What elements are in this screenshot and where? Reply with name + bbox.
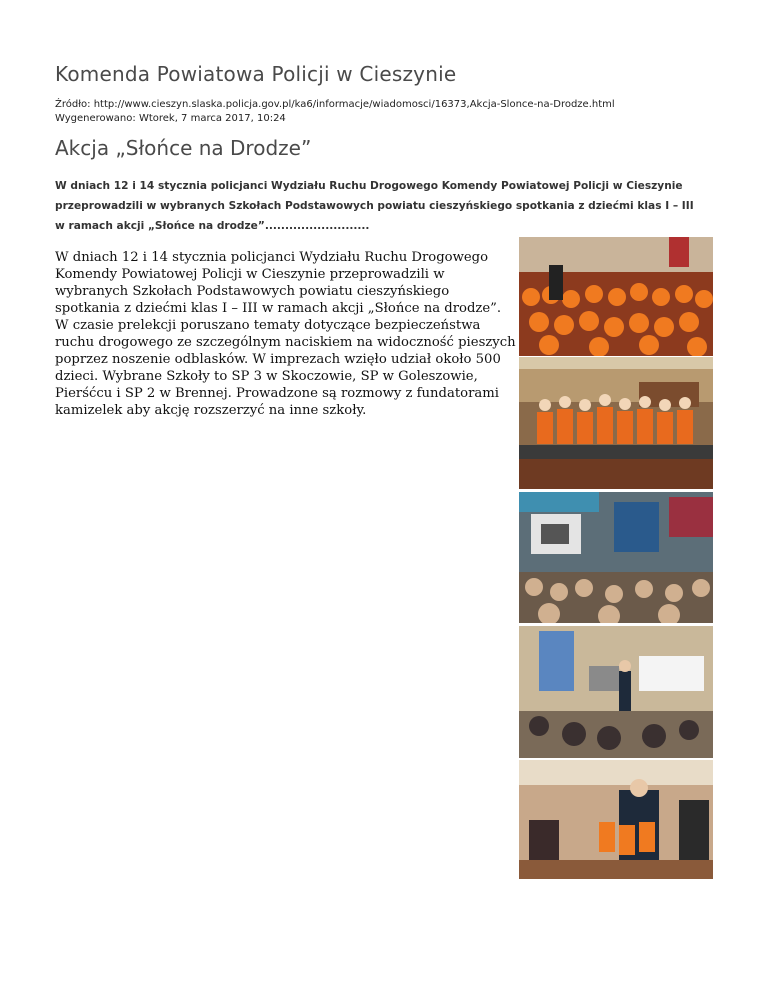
site-title: Komenda Powiatowa Policji w Cieszynie: [55, 62, 457, 86]
photo-children-vests-seated: [519, 237, 713, 356]
photo-officer-with-children: [519, 760, 713, 879]
article-title: Akcja „Słońce na Drodze”: [55, 136, 312, 160]
photo-officer-presenting: [519, 626, 713, 758]
article-lead: W dniach 12 i 14 stycznia policjanci Wydziału Ruchu Drogowego Komendy Powiatowej Policji w Cieszynie przeprowadzili w wybranych Szkołach Podstawowych powiatu cieszyńskiego spotkania z dziećmi klas I – III w ramach akcji „Słońce na drodze”..........................: [55, 180, 694, 232]
document-meta: [55, 98, 615, 126]
photo-projector-presentation: [519, 492, 713, 623]
source-line: Źródło: http://www.cieszyn.slaska.policja.gov.pl/ka6/informacje/wiadomosci/16373,Akcja-Slonce-na-Drodze.html: [55, 99, 615, 110]
photo-children-vests-standing: [519, 357, 713, 489]
article-body: W dniach 12 i 14 stycznia policjanci Wydziału Ruchu Drogowego Komendy Powiatowej Policji w Cieszynie przeprowadzili w wybranych Szkołach Podstawowych powiatu cieszyńskiego spotkania z dziećmi klas I – III w ramach akcji „Słońce na drodze”. W czasie prelekcji poruszano tematy dotyczące bezpieczeństwa ruchu drogowego ze szczególnym naciskiem na widoczność pieszych poprzez noszenie odblasków. W imprezach wzięło udział około 500 dzieci. Wybrane Szkoły to SP 3 w Skoczowie, SP w Goleszowie, Pierśćcu i SP 2 w Brennej. Prowadzone są rozmowy z fundatorami kamizelek aby akcję rozszerzyć na inne szkoły.: [55, 250, 516, 418]
generated-line: Wygenerowano: Wtorek, 7 marca 2017, 10:24: [55, 113, 286, 124]
